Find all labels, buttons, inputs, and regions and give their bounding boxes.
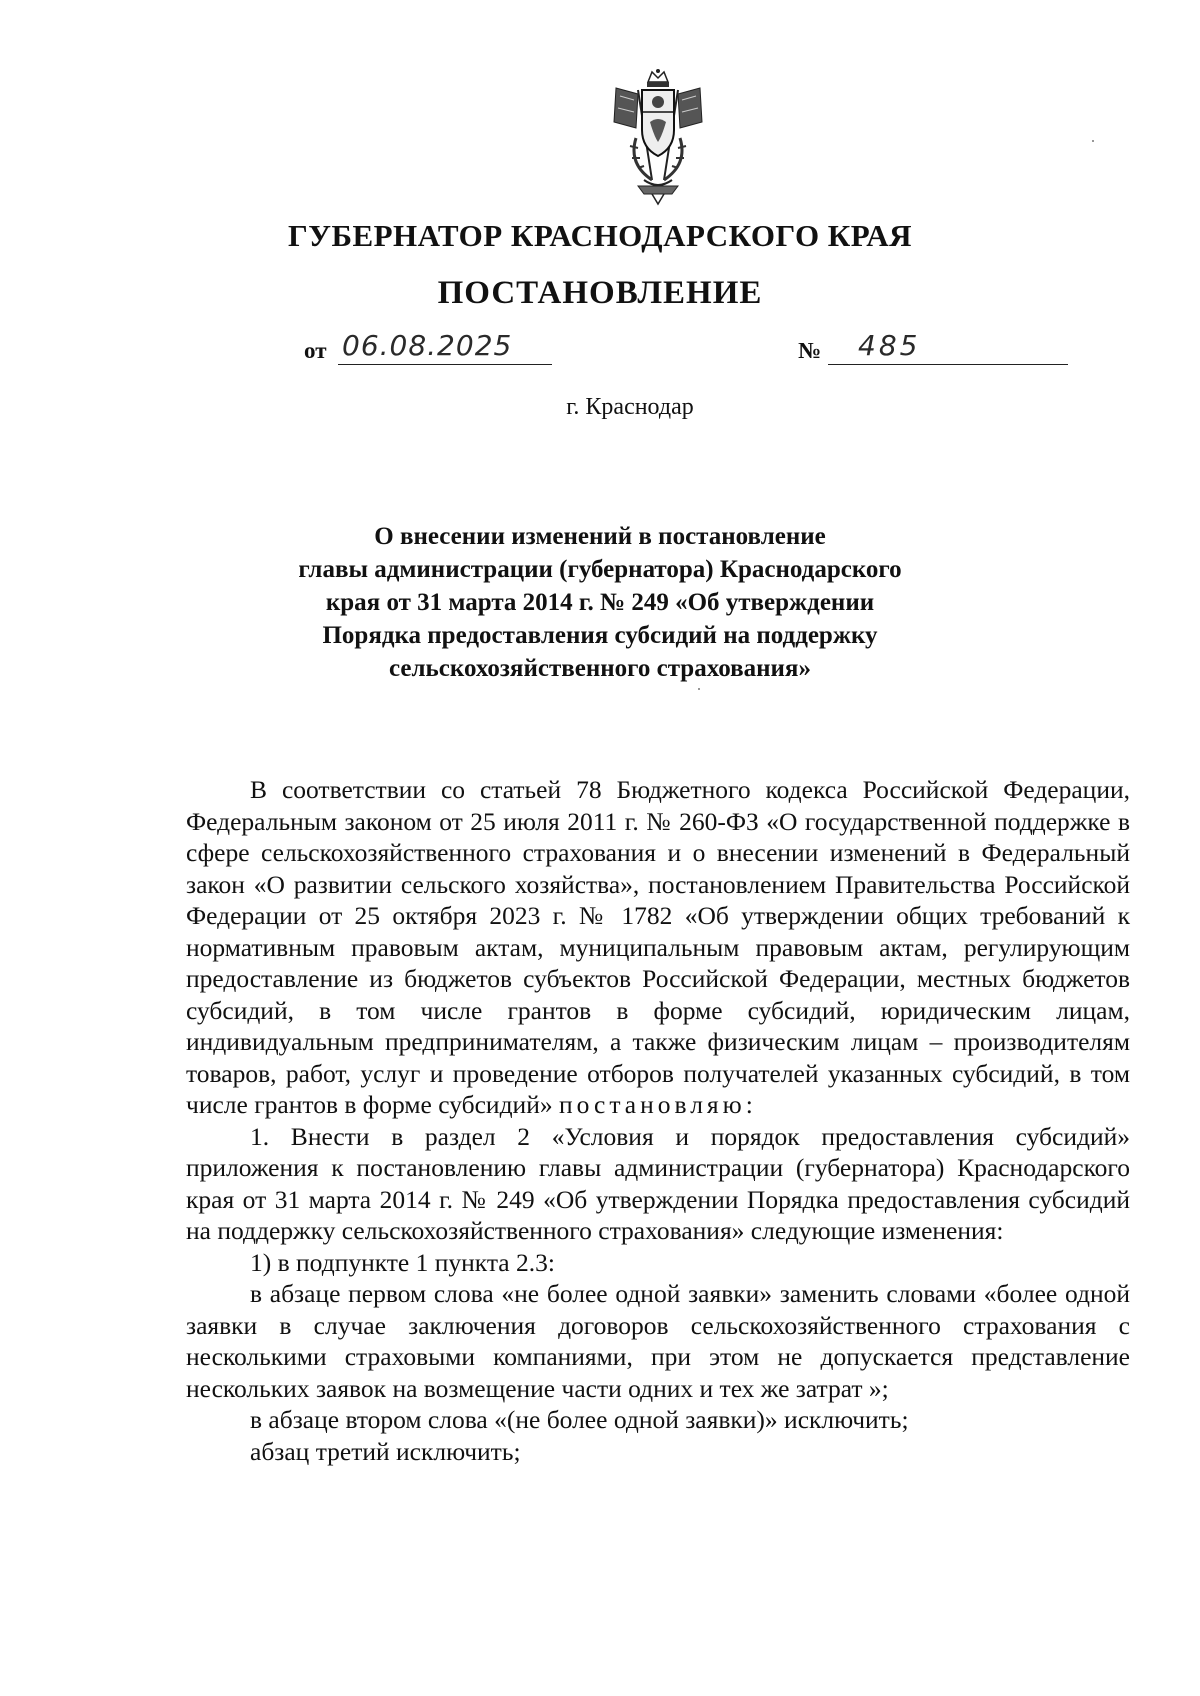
title-line: Порядка предоставления субсидий на поддержку	[322, 622, 878, 649]
number-block	[798, 329, 921, 364]
document-body	[186, 774, 1130, 1467]
subitem-1-paragraph: 1) в подпункте 1 пункта 2.3:	[250, 1247, 555, 1277]
coat-of-arms-icon	[608, 68, 708, 208]
number-value-handwritten: 485	[828, 328, 1068, 365]
document-type: ПОСТАНОВЛЕНИЕ	[437, 275, 763, 311]
preamble-paragraph	[186, 774, 1130, 1121]
coat-of-arms-emblem	[608, 68, 708, 208]
scan-speck	[1092, 140, 1094, 142]
item-1-paragraph: 1. Внести в раздел 2 «Условия и порядок предоставления субсидий» приложения к постановлению главы администрации (губернатора) Краснодарского края от 31 марта 2014 г. № 249 «Об утверждении Порядка предоставления субсидий на поддержку сельскохозяйственного страхования» следующие изменения:	[186, 1121, 1130, 1245]
title-line: края от 31 марта 2014 г. № 249 «Об утверждении	[325, 589, 875, 616]
document-title	[250, 520, 950, 685]
issuing-authority: ГУБЕРНАТОР КРАСНОДАРСКОГО КРАЯ	[287, 218, 913, 253]
title-line: сельскохозяйственного страхования»	[389, 655, 811, 682]
preamble-text: В соответствии со статьей 78 Бюджетного кодекса Российской Федерации, Федеральным законом от 25 июля 2011 г. № 260-ФЗ «О государственной поддержке в сфере сельскохозяйственного страхования и о внесении изменений в Федеральный закон «О развитии сельского хозяйства», постановлением Правительства Российской Федерации от 25 октября 2023 г. № 1782 «Об утверждении общих требований к нормативным правовым актам, муниципальным правовым актам, регулирующим предоставление из бюджетов субъектов Российской Федерации, местных бюджетов субсидий, в том числе грантов в форме субсидий, юридическим лицам, индивидуальным предпринимателям, а также физическим лицам – производителям товаров, работ, услуг и проведение отборов получателей указанных субсидий, в том числе грантов в форме субсидий»	[186, 775, 1130, 1119]
date-prefix: от	[304, 338, 327, 363]
date-value-handwritten: 06.08.2025	[338, 328, 552, 365]
scan-speck	[698, 688, 700, 690]
title-line: главы администрации (губернатора) Краснодарского	[298, 556, 902, 583]
amendment-paragraph-1: в абзаце первом слова «не более одной заявки» заменить словами «более одной заявки в случае заключения договоров сельскохозяйственного страхования с несколькими страховыми компаниями, при этом не допускается представление нескольких заявок на возмещение части одних и тех же затрат »;	[186, 1279, 1130, 1403]
resolve-word: постановляю:	[558, 1090, 757, 1119]
city-location: г. Краснодар	[566, 394, 694, 420]
date-block	[304, 329, 513, 364]
title-line: О внесении изменений в постановление	[374, 523, 826, 550]
amendment-paragraph-2: в абзаце втором слова «(не более одной заявки)» исключить;	[250, 1405, 909, 1434]
number-prefix: №	[798, 338, 822, 363]
amendment-paragraph-3: абзац третий исключить;	[250, 1436, 521, 1466]
